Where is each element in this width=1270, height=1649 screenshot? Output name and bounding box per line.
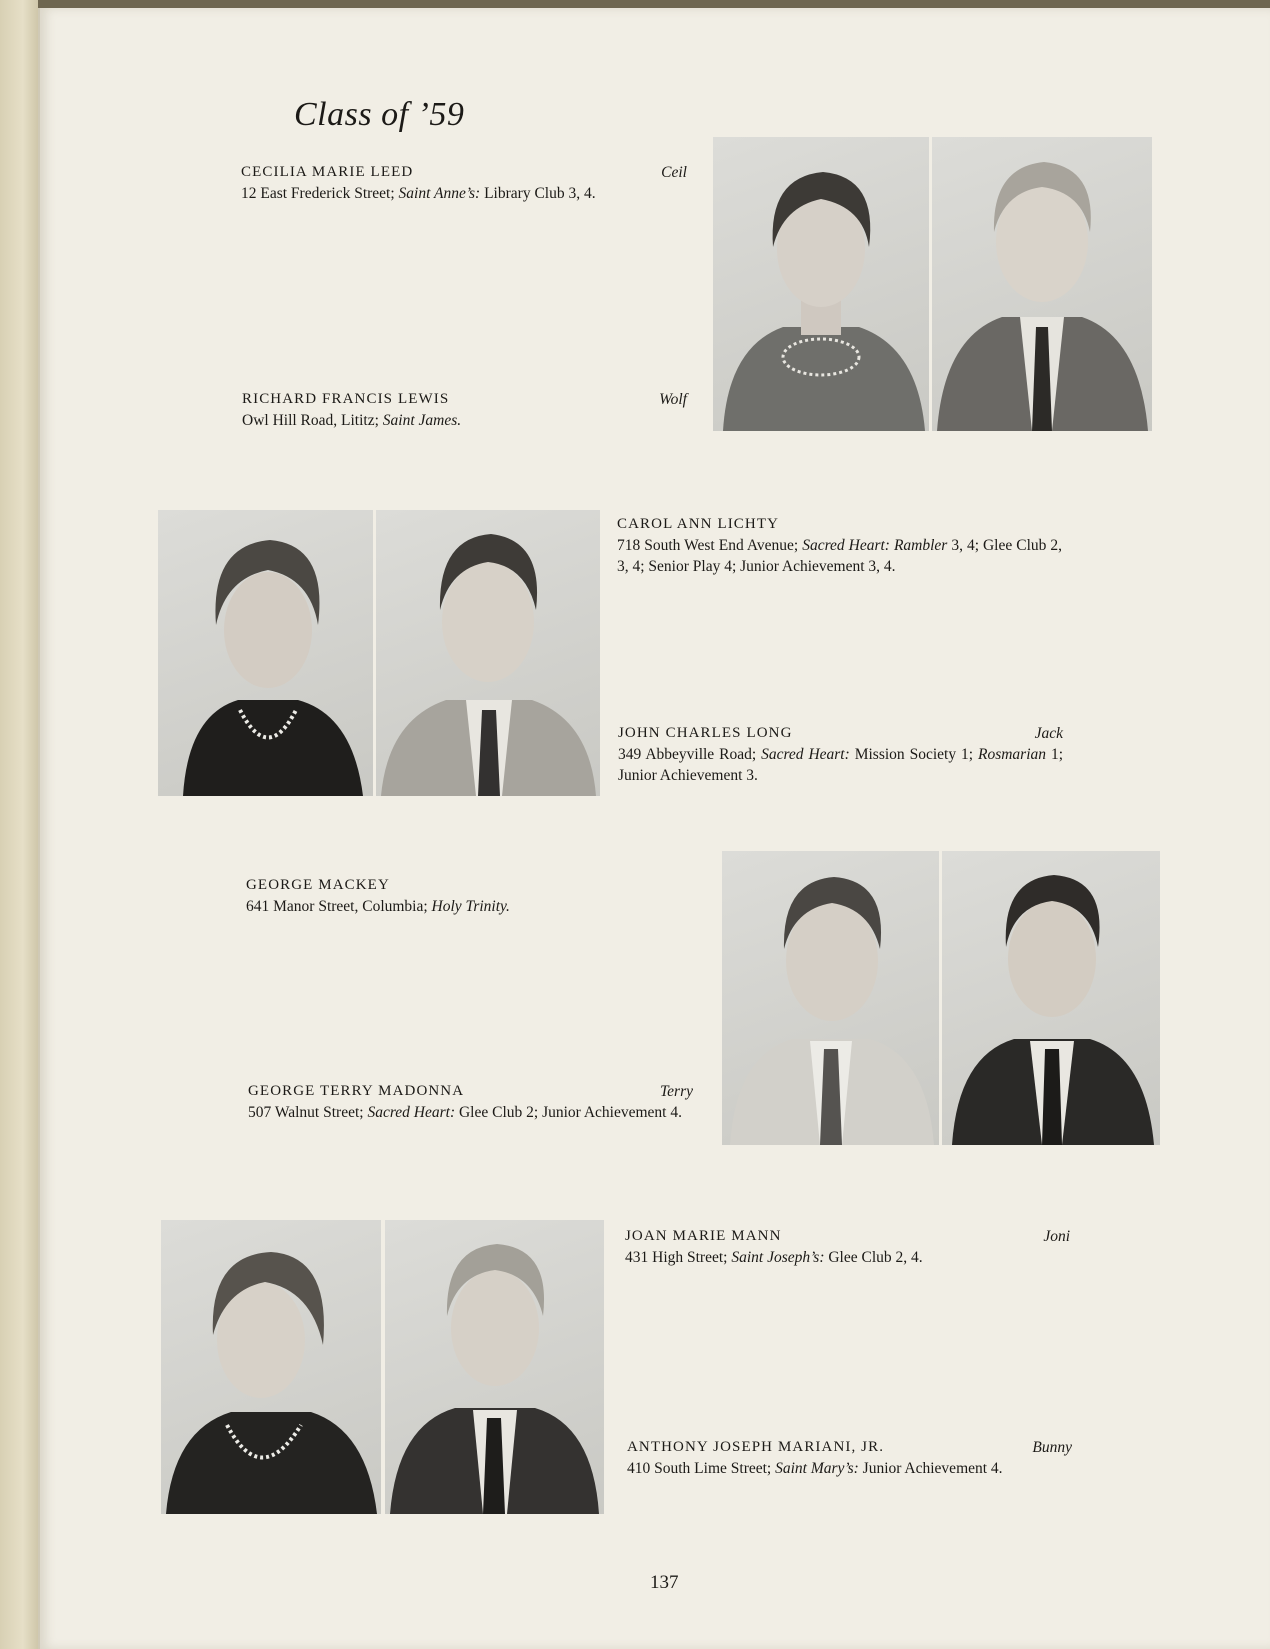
student-name: JOHN CHARLES LONG [618, 725, 793, 741]
student-detail: 12 East Frederick Street; Saint Anne’s: Library Club 3, 4. [241, 185, 596, 202]
portrait-photo-richard-lewis [932, 137, 1152, 431]
portrait-photo-carol-lichty [158, 510, 373, 796]
student-nickname: Bunny [1032, 1439, 1072, 1456]
portrait-photo-george-madonna [942, 851, 1160, 1145]
student-name: GEORGE MACKEY [246, 877, 390, 893]
entry-george-madonna [248, 1081, 693, 1123]
student-detail: 349 Abbeyville Road; Sacred Heart: Mission Society 1; Rosmarian 1; Junior Achievement 3. [618, 746, 1064, 784]
portrait-photo-george-mackey [722, 851, 939, 1145]
student-nickname: Wolf [659, 391, 687, 408]
page-title: Class of ’59 [294, 96, 465, 133]
student-nickname: Joni [1043, 1228, 1070, 1245]
entry-anthony-mariani [627, 1437, 1072, 1479]
book-binding [0, 0, 38, 1649]
student-name: ANTHONY JOSEPH MARIANI, JR. [627, 1439, 885, 1455]
entry-richard-lewis [242, 389, 687, 431]
student-name: CECILIA MARIE LEED [241, 164, 414, 180]
student-name: RICHARD FRANCIS LEWIS [242, 391, 450, 407]
portrait-photo-anthony-mariani [385, 1220, 604, 1514]
entry-george-mackey [246, 875, 693, 917]
student-detail: 718 South West End Avenue; Sacred Heart: Rambler 3, 4; Glee Club 2, 3, 4; Senior Play 4; Junior Achievement 3, 4. [617, 537, 1063, 575]
student-nickname: Ceil [661, 164, 687, 181]
student-detail: 410 South Lime Street; Saint Mary’s: Junior Achievement 4. [627, 1460, 1003, 1477]
portrait-photo-john-long [376, 510, 600, 796]
page-number: 137 [650, 1572, 679, 1593]
student-detail: 431 High Street; Saint Joseph’s: Glee Club 2, 4. [625, 1249, 923, 1266]
page-top-edge [38, 0, 1270, 8]
entry-carol-lichty [617, 514, 1062, 577]
portrait-photo-joan-mann [161, 1220, 381, 1514]
student-detail: 641 Manor Street, Columbia; Holy Trinity. [246, 898, 510, 915]
student-detail: 507 Walnut Street; Sacred Heart: Glee Club 2; Junior Achievement 4. [248, 1104, 682, 1121]
entry-joan-mann [625, 1226, 1070, 1268]
portrait-photo-cecilia-leed [713, 137, 929, 431]
student-nickname: Jack [1034, 725, 1063, 742]
entry-cecilia-leed [241, 162, 687, 204]
student-name: CAROL ANN LICHTY [617, 516, 780, 532]
entry-john-long [618, 723, 1063, 786]
student-name: GEORGE TERRY MADONNA [248, 1083, 465, 1099]
student-name: JOAN MARIE MANN [625, 1228, 782, 1244]
student-nickname: Terry [659, 1083, 693, 1100]
student-detail: Owl Hill Road, Lititz; Saint James. [242, 412, 462, 429]
